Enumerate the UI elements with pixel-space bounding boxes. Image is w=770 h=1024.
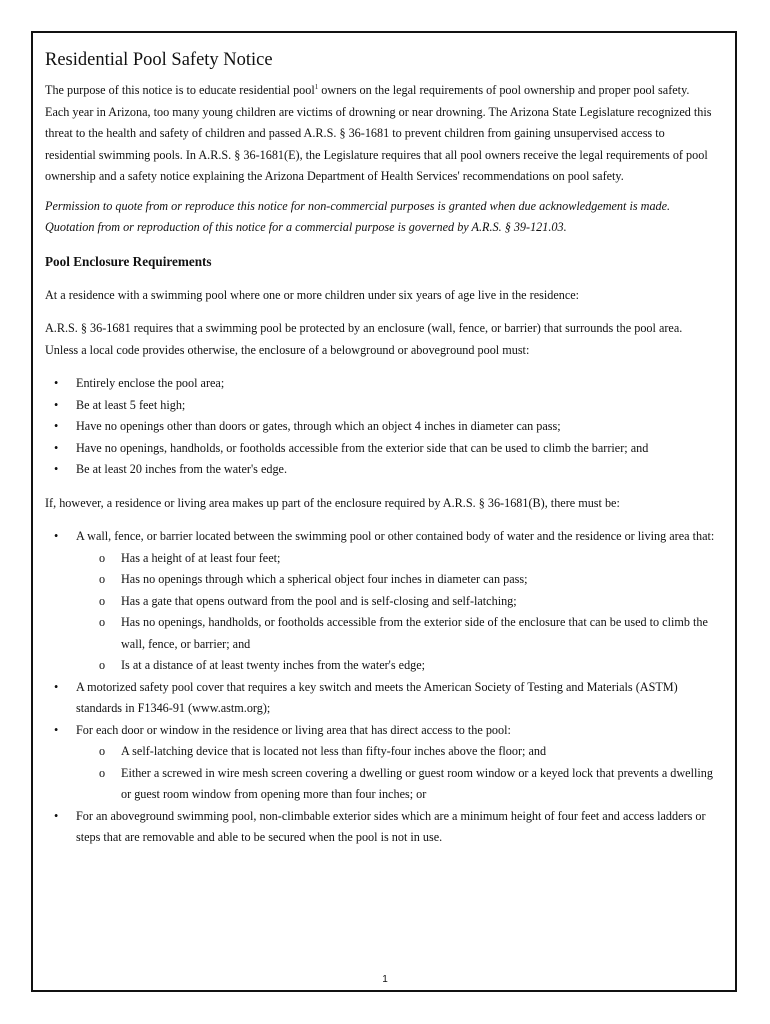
residence-paragraph: At a residence with a swimming pool where one or more children under six years of age live in the residence: — [45, 287, 580, 302]
sublist-item: o A self-latching device that is located not less than fifty-four inches above the floor; and — [45, 741, 715, 763]
intro-text-a: The purpose of this notice is to educate residential pool — [45, 83, 315, 97]
sublist-item: o Has a gate that opens outward from the pool and is self-closing and self-latching; — [45, 591, 715, 613]
ars-paragraph: A.R.S. § 36-1681 requires that a swimming pool be protected by an enclosure (wall, fence, or barrier) that surrounds the pool area. Unless a local code provides otherwise, the enclosure of a belowground or aboveground pool must: — [45, 321, 683, 357]
list-item: • Be at least 20 inches from the water's edge. — [45, 459, 715, 481]
sublist-item: o Has no openings, handholds, or footholds accessible from the exterior side of the enclosure that can be used to climb the wall, fence, or barrier; and — [45, 612, 715, 655]
permission-notice: Permission to quote from or reproduce this notice for non-commercial purposes is granted when due acknowledgement is made. Quotation from or reproduction of this notice for a commercial purpose is governed by A.R.S. § 39-121.03. — [45, 198, 671, 234]
footnote-marker: 1 — [314, 82, 319, 91]
sublist-item: o Is at a distance of at least twenty inches from the water's edge; — [45, 655, 715, 677]
list-item: • Be at least 5 feet high; — [45, 395, 715, 417]
document-body — [45, 48, 715, 849]
list-item-door: • For each door or window in the residence or living area that has direct access to the pool: — [45, 720, 715, 742]
intro-text-b: owners on the legal requirements of pool ownership and proper pool safety. Each year in Arizona, too many young children are victims of drowning or near drowning. The Arizona State Legislature recognized this threat to the health and safety of children and passed A.R.S. § 36-1681 to prevent children from gaining unsupervised access to residential swimming pools. In A.R.S. § 36-1681(E), the Legislature requires that all pool owners receive the legal requirements of pool ownership and a safety notice explaining the Arizona Department of Health Services' recommendations on pool safety. — [45, 83, 712, 183]
page-title: Residential Pool Safety Notice — [45, 50, 273, 70]
list-item: • Entirely enclose the pool area; — [45, 373, 715, 395]
page-number: 1 — [382, 974, 388, 985]
sublist-item: o Either a screwed in wire mesh screen covering a dwelling or guest room window or a keyed lock that prevents a dwelling or guest room window from opening more than four inches; or — [45, 763, 715, 806]
list-item: • Have no openings, handholds, or footholds accessible from the exterior side that can be used to climb the barrier; and — [45, 438, 715, 460]
enclosure-requirements-list — [45, 373, 715, 481]
list-item: • Have no openings other than doors or gates, through which an object 4 inches in diameter can pass; — [45, 416, 715, 438]
wall-option-text: A wall, fence, or barrier located between the swimming pool or other contained body of water and the residence or living area that: — [76, 529, 715, 543]
wall-sublist — [45, 548, 715, 677]
list-item-aboveground: • For an aboveground swimming pool, non-climbable exterior sides which are a minimum height of four feet and access ladders or steps that are removable and able to be secured when the pool is not in use. — [45, 806, 715, 849]
list-item-wall — [45, 526, 715, 548]
intro-paragraph — [45, 80, 715, 188]
alternative-requirements-list — [45, 526, 715, 548]
sublist-item: o Has no openings through which a spherical object four inches in diameter can pass; — [45, 569, 715, 591]
section-heading: Pool Enclosure Requirements — [45, 253, 212, 269]
door-sublist — [45, 741, 715, 806]
sublist-item: o Has a height of at least four feet; — [45, 548, 715, 570]
list-item-cover: • A motorized safety pool cover that requires a key switch and meets the American Society of Testing and Materials (ASTM) standards in F1346-91 (www.astm.org); — [45, 677, 715, 720]
residence-enclosure-paragraph: If, however, a residence or living area makes up part of the enclosure required by A.R.S. § 36-1681(B), there must be: — [45, 495, 620, 510]
